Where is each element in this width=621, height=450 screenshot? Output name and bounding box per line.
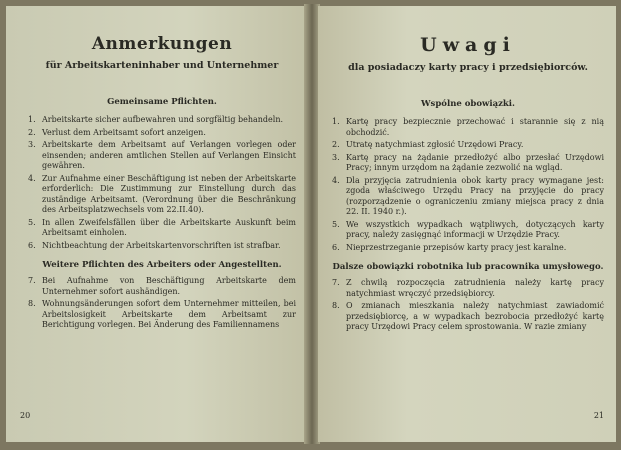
list-item <box>28 241 296 252</box>
item-text: We wszystkich wypadkach wątpliwych, dotyczących karty pracy, należy zasięgnąć informacji w Urzędzie Pracy. <box>346 219 604 239</box>
item-number: 5. <box>28 217 36 227</box>
item-text: Dla przyjęcia zatrudnienia obok karty pracy wymagane jest: zgoda właściwego Urzędu Pracy na przyjęcie do pracy (rozporządzenie o ograniczeniu zmiany miejsca pracy z dnia 22. II. 1940 r.). <box>346 175 604 216</box>
item-number: 2. <box>28 127 36 137</box>
item-text: Zur Aufnahme einer Beschäftigung ist neben der Arbeitskarte erforderlich: Die Zustimmung zur Einstellung durch das zuständige Arbeitsamt. (Verordnung über die Beschränkung des Arbeitsplatzwechsels vom 22.II.40). <box>42 173 296 214</box>
item-number: 1. <box>28 115 36 124</box>
duties-list <box>28 115 296 251</box>
section-heading: Weitere Pflichten des Arbeiters oder Angestellten. <box>42 260 282 270</box>
item-number: 3. <box>332 152 340 162</box>
item-number: 1. <box>332 117 340 126</box>
item-number: 7. <box>28 276 36 285</box>
list-item <box>332 243 604 254</box>
item-number: 6. <box>332 242 340 252</box>
item-number: 8. <box>332 301 340 310</box>
duties-list <box>332 278 604 333</box>
list-item <box>332 140 604 151</box>
list-item <box>28 218 296 239</box>
item-text: Verlust dem Arbeitsamt sofort anzeigen. <box>42 127 206 137</box>
list-item <box>332 176 604 218</box>
list-item <box>28 174 296 216</box>
item-number: 7. <box>332 278 340 287</box>
page-title: Anmerkungen <box>91 34 233 54</box>
item-number: 3. <box>28 140 36 149</box>
item-number: 6. <box>28 240 36 250</box>
item-text: O zmianach mieszkania należy natychmiast zawiadomić przedsiębiorcę, a w wypadkach bezrobocia przedłożyć kartę pracy Urzędowi Pracy celem sprostowania. W razie zmiany <box>346 301 604 331</box>
list-item <box>332 220 604 241</box>
page-subtitle: dla posiadaczy karty pracy i przedsiębiorców. <box>348 62 588 73</box>
item-text: In allen Zweifelsfällen über die Arbeitskarte Auskunft beim Arbeitsamt einholen. <box>42 217 296 237</box>
list-item <box>332 153 604 174</box>
list-item <box>28 299 296 331</box>
item-text: Arbeitskarte dem Arbeitsamt auf Verlangen vorlegen oder einsenden; anderen amtlichen Stellen auf Verlangen Einsicht gewähren. <box>42 140 296 170</box>
item-text: Kartę pracy bezpiecznie przechować i starannie się z nią obchodzić. <box>346 117 604 137</box>
list-item <box>332 278 604 299</box>
list-item <box>332 117 604 138</box>
page-title: Uwagi <box>420 34 516 56</box>
duties-list <box>28 276 296 331</box>
section-heading: Gemeinsame Pflichten. <box>107 97 217 107</box>
item-number: 2. <box>332 140 340 149</box>
item-text: Nieprzestrzeganie przepisów karty pracy jest karalne. <box>346 242 567 252</box>
section-heading: Dalsze obowiązki robotnika lub pracownika umysłowego. <box>332 262 604 272</box>
item-number: 4. <box>28 173 36 183</box>
left-page <box>6 6 306 442</box>
duties-list <box>332 117 604 253</box>
list-item <box>28 140 296 172</box>
list-item <box>28 128 296 139</box>
item-text: Z chwilą rozpoczęcia zatrudnienia należy kartę pracy natychmiast wręczyć przedsiębiorcy. <box>346 278 604 298</box>
list-item <box>332 301 604 333</box>
item-number: 8. <box>28 299 36 308</box>
item-text: Utratę natychmiast zgłosić Urzędowi Pracy. <box>346 140 524 149</box>
page-subtitle: für Arbeitskarteninhaber und Unternehmer <box>45 60 279 71</box>
item-text: Nichtbeachtung der Arbeitskartenvorschriften ist strafbar. <box>42 240 281 250</box>
item-number: 4. <box>332 175 340 185</box>
right-page <box>318 6 616 442</box>
page-number: 20 <box>20 411 31 420</box>
item-text: Arbeitskarte sicher aufbewahren und sorgfältig behandeln. <box>42 115 284 124</box>
list-item <box>28 276 296 297</box>
item-text: Wohnungsänderungen sofort dem Unternehmer mitteilen, bei Arbeitslosigkeit Arbeitskarte dem Arbeitsamt zur Berichtigung vorlegen. Bei Änderung des Familiennamens <box>42 299 296 329</box>
item-text: Bei Aufnahme von Beschäftigung Arbeitskarte dem Unternehmer sofort aushändigen. <box>42 276 296 296</box>
page-number: 21 <box>593 411 604 420</box>
item-number: 5. <box>332 219 340 229</box>
list-item <box>28 115 296 126</box>
section-heading: Wspólne obowiązki. <box>421 99 515 109</box>
item-text: Kartę pracy na żądanie przedłożyć albo przesłać Urzędowi Pracy; innym urzędom na żądanie zezwolić na wgląd. <box>346 152 604 172</box>
